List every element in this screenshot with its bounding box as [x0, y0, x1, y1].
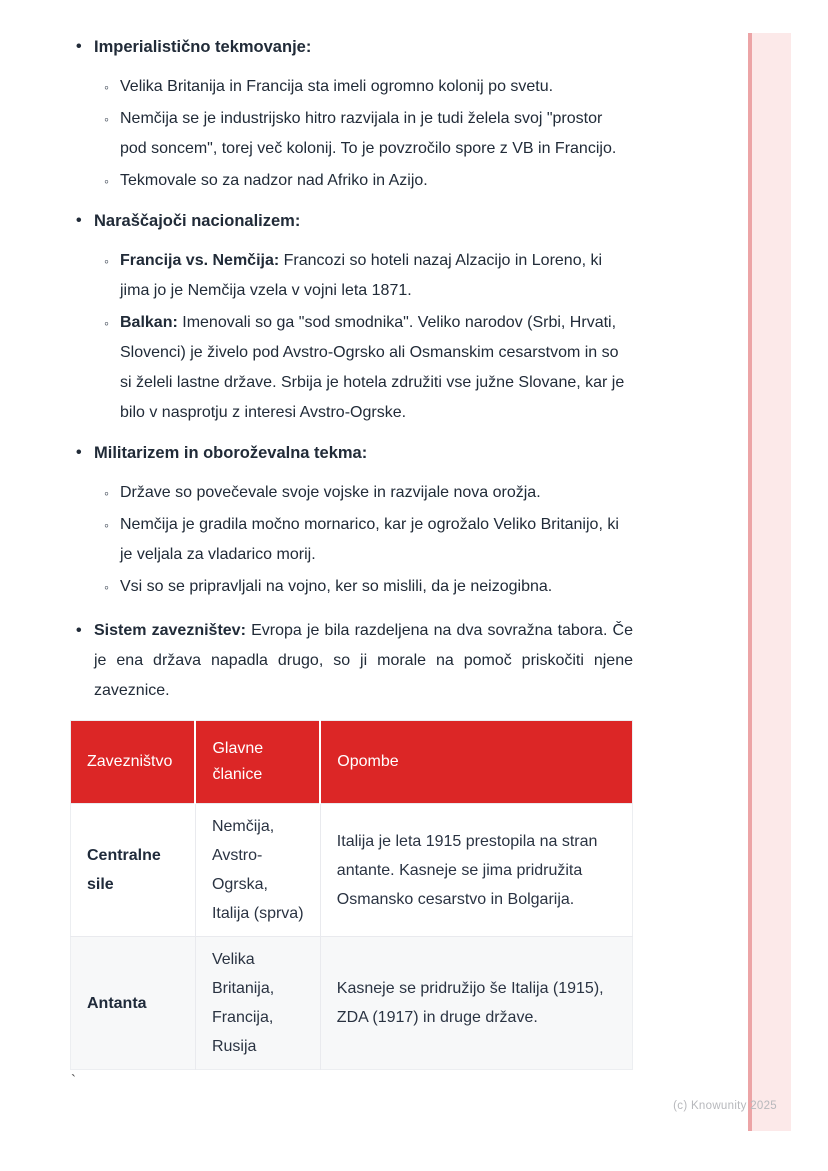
- list-item: [104, 510, 633, 570]
- section-heading-row: [76, 442, 633, 464]
- section-heading-row: [76, 36, 633, 58]
- table-row: [71, 804, 633, 937]
- sub-bullet-icon: ◦: [104, 79, 109, 95]
- cell-members: Nemčija, Avstro-Ogrska, Italija (sprva): [195, 804, 320, 937]
- table-row: [71, 937, 633, 1070]
- cell-alliance: Antanta: [71, 937, 196, 1070]
- sub-bullet-icon: ◦: [104, 579, 109, 595]
- section-heading: Militarizem in oboroževalna tekma:: [94, 444, 368, 462]
- list-item-text: Vsi so se pripravljali na vojno, ker so mislili, da je neizogibna.: [120, 578, 553, 595]
- cell-notes: Italija je leta 1915 prestopila na stran antante. Kasneje se jima pridružita Osmansko cesarstvo in Bolgarija.: [320, 804, 632, 937]
- sub-bullet-icon: ◦: [104, 485, 109, 501]
- list-item: [104, 104, 633, 164]
- section-heading: Imperialistično tekmovanje:: [94, 38, 312, 56]
- list-item-text: [120, 246, 633, 306]
- alliances-paragraph: [94, 616, 633, 706]
- table-header-row: [71, 721, 633, 804]
- list-item-text: [120, 308, 633, 428]
- list-item-lead: Balkan:: [120, 314, 178, 331]
- list-item-text: Velika Britanija in Francija sta imeli ogromno kolonij po svetu.: [120, 78, 554, 95]
- sub-bullet-icon: ◦: [104, 517, 109, 533]
- list-item-lead: Francija vs. Nemčija:: [120, 252, 280, 269]
- bullet-icon: •: [76, 622, 82, 639]
- header-cell-notes: Opombe: [320, 721, 632, 804]
- cell-notes: Kasneje se pridružijo še Italija (1915), ZDA (1917) in druge države.: [320, 937, 632, 1070]
- sub-bullet-icon: ◦: [104, 111, 109, 127]
- footer-copyright: (c) Knowunity 2025: [673, 1100, 777, 1112]
- sub-bullet-icon: ◦: [104, 253, 109, 269]
- alliances-lead: Sistem zavezništev:: [94, 622, 246, 639]
- list-item: [104, 246, 633, 306]
- alliances-table: [70, 720, 633, 1070]
- section-alliances: [76, 616, 633, 706]
- bullet-icon: •: [76, 38, 82, 55]
- bullet-icon: •: [76, 212, 82, 229]
- list-item: [104, 478, 633, 508]
- alliances-body: Evropa je bila razdeljena na dva sovražna tabora. Če je ena država napadla drugo, so ji morale na pomoč priskočiti njene zaveznice.: [94, 622, 634, 699]
- section-militarism: [70, 442, 633, 602]
- sub-bullet-icon: ◦: [104, 173, 109, 189]
- list-item: [104, 166, 633, 196]
- cell-alliance: Centralne sile: [71, 804, 196, 937]
- list-item-body: Imenovali so ga "sod smodnika". Veliko narodov (Srbi, Hrvati, Slovenci) je živelo pod Avstro-Ogrsko ali Osmanskim cesarstvom in so si želeli lastne države. Srbija je hotela združiti vse južne Slovane, kar je bilo v nasprotju z interesi Avstro-Ogrske.: [120, 314, 625, 421]
- list-item-text: Nemčija je gradila močno mornarico, kar je ogrožalo Veliko Britanijo, ki je veljala za vladarico morij.: [120, 516, 619, 563]
- section-nationalism: [70, 210, 633, 428]
- section-heading-row: [76, 210, 633, 232]
- section-imperialism: [70, 36, 633, 196]
- document-body: [70, 36, 633, 1070]
- section-heading: Naraščajoči nacionalizem:: [94, 212, 301, 230]
- list-item-text: Tekmovale so za nadzor nad Afriko in Azijo.: [120, 172, 428, 189]
- list-item: [104, 72, 633, 102]
- list-item-text: Države so povečevale svoje vojske in razvijale nova orožja.: [120, 484, 541, 501]
- header-cell-members: Glavne članice: [195, 721, 320, 804]
- list-item-text: Nemčija se je industrijsko hitro razvijala in je tudi želela svoj "prostor pod soncem", torej več kolonij. To je povzročilo spore z VB in Francijo.: [120, 110, 617, 157]
- table-header: [71, 721, 633, 804]
- sub-bullet-icon: ◦: [104, 315, 109, 331]
- list-item: [104, 308, 633, 428]
- page-edge-stripe: [748, 33, 791, 1131]
- list-item-body: Francozi so hoteli nazaj Alzacijo in Loreno, ki jima jo je Nemčija vzela v vojni leta 1871.: [120, 252, 603, 299]
- table-body: [71, 804, 633, 1070]
- cell-members: Velika Britanija, Francija, Rusija: [195, 937, 320, 1070]
- header-cell-alliance: Zavezništvo: [71, 721, 196, 804]
- list-item: [104, 572, 633, 602]
- stray-backtick: `: [71, 1072, 76, 1089]
- bullet-icon: •: [76, 444, 82, 461]
